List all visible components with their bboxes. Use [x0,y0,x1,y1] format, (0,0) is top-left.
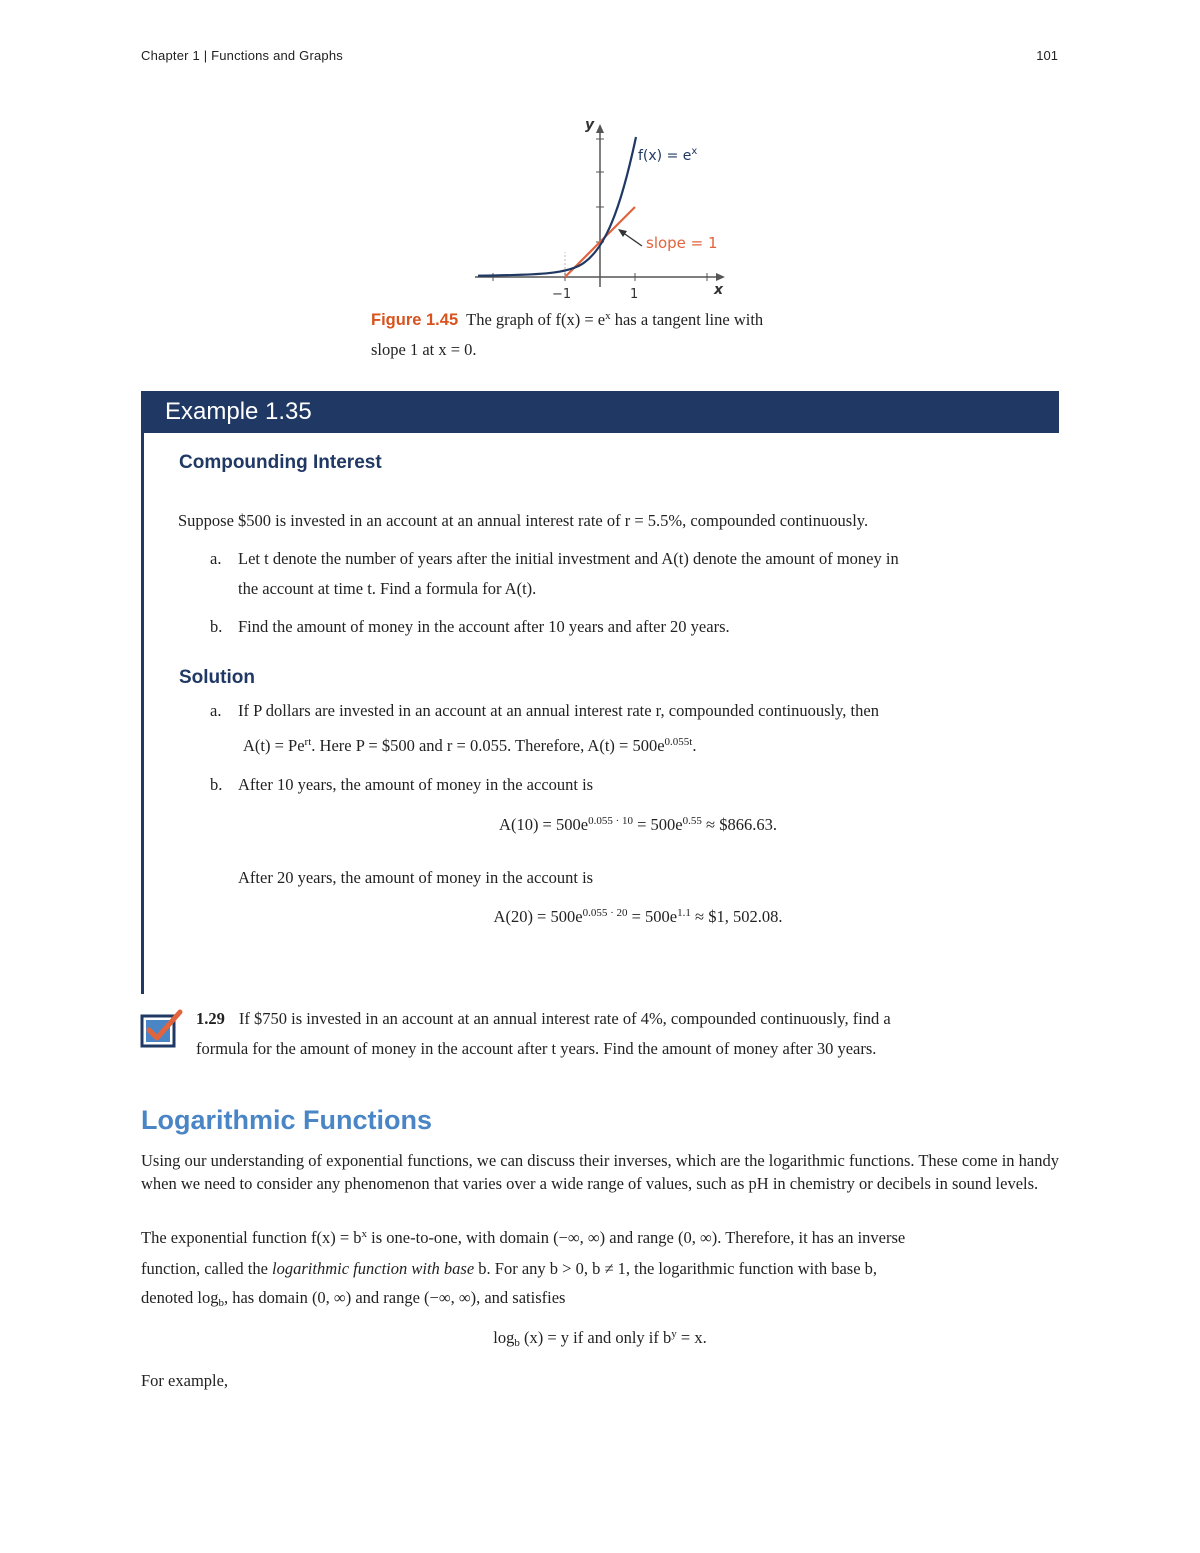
page-number: 101 [1036,48,1058,63]
text-sub: b [218,1297,224,1309]
eq-part: ≈ $866.63. [701,815,777,834]
figure-caption [371,305,841,365]
eq-exp: 0.055 · 10 [588,815,633,827]
exercise-line2: formula for the amount of money in the account after t years. Find the amount of money after 30 years. [196,1039,877,1058]
eq-part: A(20) = 500e [493,907,583,926]
text-part: , has domain (0, ∞) and range (−∞, ∞), and satisfies [223,1288,566,1307]
eq-part: log [493,1328,515,1347]
caption-text-1: The graph of f(x) = e [466,310,606,329]
paragraph-line1 [141,1223,1059,1253]
text-part: denoted log [141,1288,219,1307]
tick-label-neg1: −1 [552,287,572,302]
text-part: The exponential function f(x) = b [141,1228,362,1247]
formula-exp: rt [304,736,312,748]
checkpoint-icon [140,1008,184,1048]
problem-a-line2: the account at time t. Find a formula for A(t). [238,579,537,598]
eq-exp: 0.55 [682,815,702,827]
exercise-text-1: If $750 is invested in an account at an annual interest rate of 4%, compounded continuously, find a [238,1009,891,1028]
eq-part: = 500e [633,815,683,834]
solution-b-line2: After 20 years, the amount of money in the account is [238,868,594,887]
example-left-border [141,433,144,994]
text-part: is one-to-one, with domain (−∞, ∞) and range (0, ∞). Therefore, it has an inverse [367,1228,906,1247]
formula-part: . Here P = $500 and r = 0.055. Therefore, A(t) = 500e [311,736,665,755]
exponential-curve [478,137,636,276]
figure-label: Figure 1.45 [371,311,459,329]
exponential-graph-figure [470,112,730,302]
eq-exp: 1.1 [677,907,691,919]
log-definition-equation [141,1328,1059,1348]
y-axis-arrow [596,124,604,133]
caption-text-2: slope 1 at x = 0. [371,340,477,359]
exercise-line1 [196,1004,891,1034]
caption-exp: x [605,310,611,322]
solution-a-line2 [243,731,696,761]
list-marker-a: a. [210,549,222,568]
section-title: Logarithmic Functions [141,1105,433,1135]
list-marker-b: b. [210,617,223,636]
equation-a20 [238,907,1038,927]
eq-part: = x. [676,1328,707,1347]
solution-b-line1: After 10 years, the amount of money in the account is [238,775,594,794]
slope-label: slope = 1 [646,234,718,252]
formula-part: A(t) = Pe [243,736,305,755]
term-italic: logarithmic function with base [272,1259,475,1278]
running-header: Chapter 1 | Functions and Graphs [141,48,343,63]
paragraph-intro: Using our understanding of exponential functions, we can discuss their inverses, which are the logarithmic functions. These come in handy when we need to consider any phenomenon that varies over a wide range of values, such as pH in chemistry or decibels in sound levels. [141,1151,1059,1193]
callout-arrow [622,232,642,246]
example-title: Example 1.35 [165,398,312,425]
exercise-number: 1.29 [196,1009,225,1028]
formula-part: . [692,736,697,755]
y-axis-label: y [585,117,595,133]
example-header [141,391,1059,433]
problem-b-line1: Find the amount of money in the account after 10 years and after 20 years. [238,617,730,636]
eq-part: (x) = y if and only if b [519,1328,672,1347]
text-part: function, called the [141,1259,273,1278]
solution-a-line1: If P dollars are invested in an account at an annual interest rate r, compounded continuously, then [238,701,879,720]
eq-part: = 500e [627,907,678,926]
solution-marker-a: a. [210,701,222,720]
x-axis-arrow [716,273,725,281]
text-exp: x [361,1228,368,1240]
paragraph-line3 [141,1283,1059,1313]
problem-a-line1: Let t denote the number of years after the initial investment and A(t) denote the amount of money in [238,549,899,568]
paragraph-line2 [141,1254,1059,1284]
eq-sub: b [514,1337,520,1349]
callout-arrowhead [618,229,627,237]
example-intro: Suppose $500 is invested in an account at an annual interest rate of r = 5.5%, compounded continuously. [178,511,869,530]
eq-exp: y [671,1328,677,1340]
eq-part: ≈ $1, 502.08. [690,907,783,926]
equation-a10 [238,815,1038,835]
solution-title: Solution [179,667,255,688]
caption-text-1-end: has a tangent line with [610,310,764,329]
formula-exp: 0.055t [664,736,693,748]
tick-label-1: 1 [630,287,639,302]
curve-label: $f(x) = e^x$ [638,146,698,164]
solution-marker-b: b. [210,775,223,794]
text-part: b. For any b > 0, b ≠ 1, the logarithmic function with base b, [474,1259,878,1278]
eq-part: A(10) = 500e [499,815,589,834]
example-subtitle: Compounding Interest [179,452,382,473]
eq-exp: 0.055 · 20 [582,907,628,919]
x-axis-label: x [714,282,724,298]
for-example-text: For example, [141,1371,229,1390]
